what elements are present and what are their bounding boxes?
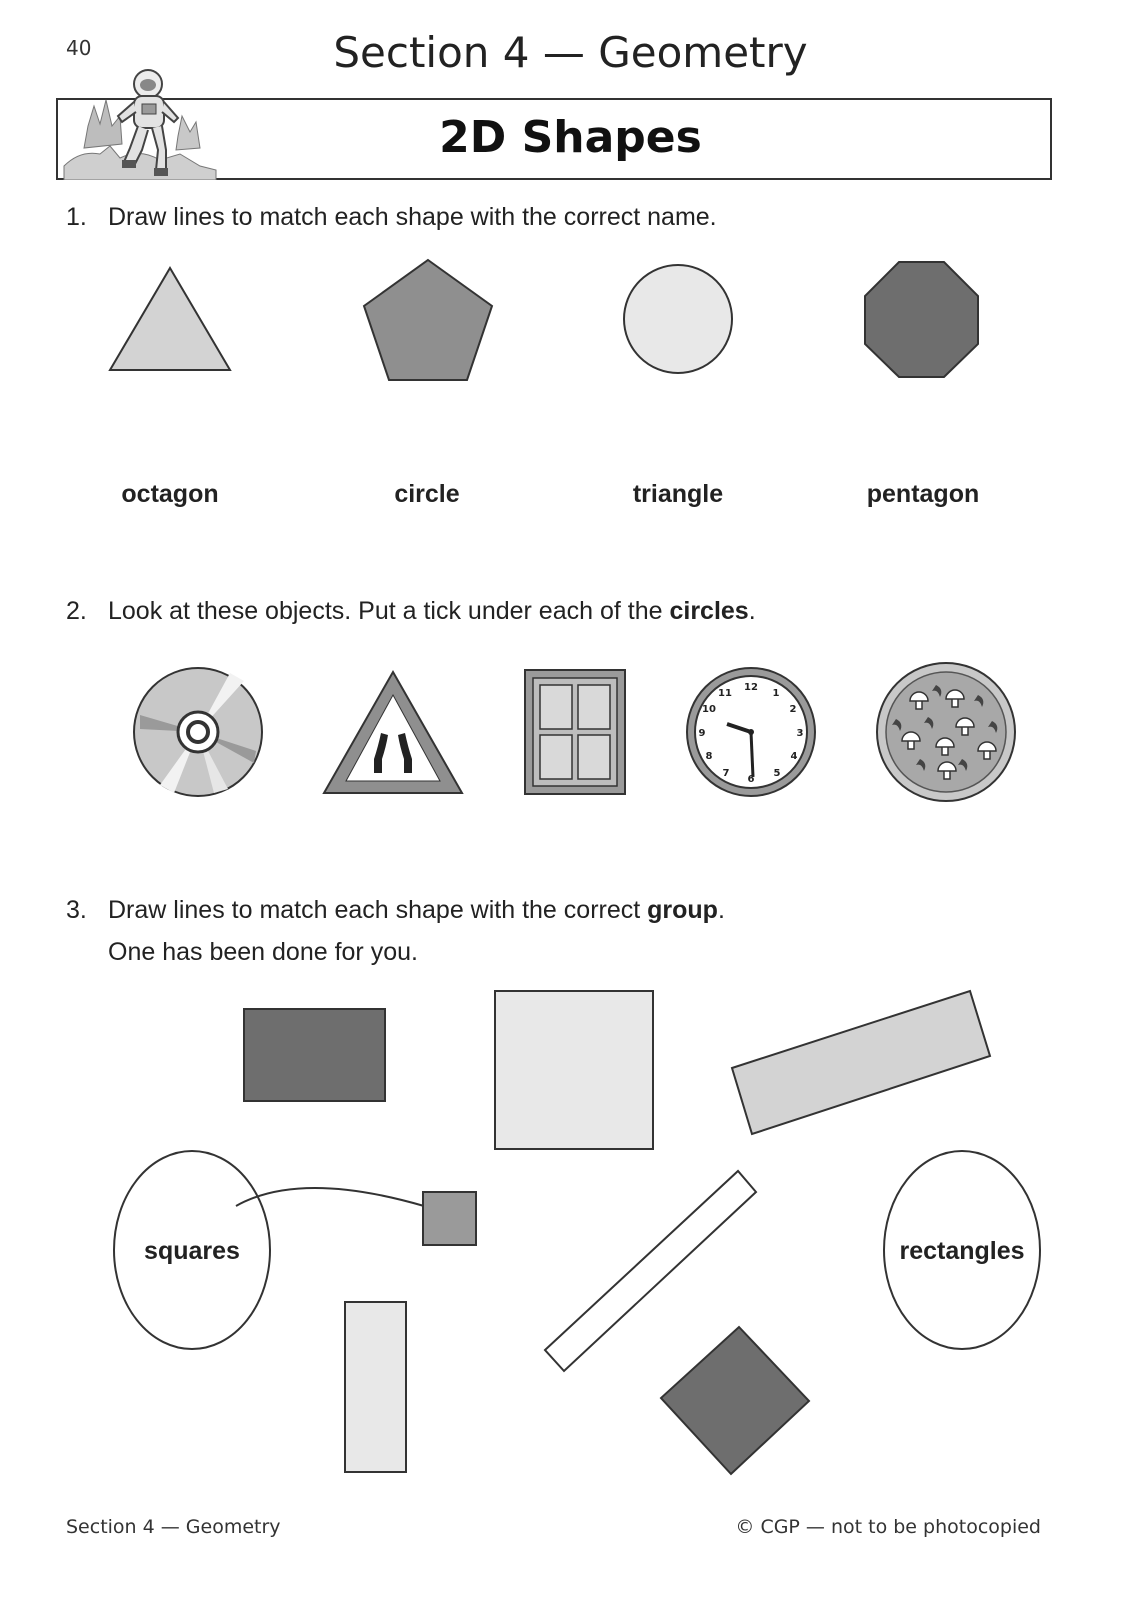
label-triangle: triangle [632,480,724,508]
clock-number: 7 [722,768,730,779]
page-number: 40 [66,36,92,60]
question-text: Look at these objects. Put a tick under each of the [108,597,670,625]
label-circle: circle [394,480,460,508]
question-2: 2. Look at these objects. Put a tick under each of the circles. [66,597,756,625]
label-octagon: octagon [121,480,219,508]
question-keyword: group [647,896,718,924]
clock-number: 8 [705,751,713,762]
question-1 [66,203,1066,235]
clock-number: 9 [698,728,706,739]
clock-number: 6 [747,774,755,785]
square-small-mid [423,1192,476,1245]
q1-shapes [0,250,1131,390]
group-label-squares: squares [144,1237,240,1265]
clock-number: 4 [790,751,798,762]
question-3: 3. Draw lines to match each shape with the correct group. [66,896,725,924]
pizza-object [877,663,1015,801]
clock-number: 2 [789,704,797,715]
window-object [525,670,625,794]
question-number: 2. [66,597,87,625]
clock-number: 10 [702,704,716,715]
question-number: 3. [66,896,87,924]
label-pentagon: pentagon [866,480,980,508]
triangle-shape [110,268,230,370]
q3-shapes [0,980,1131,1490]
footer-section: Section 4 — Geometry [66,1516,281,1538]
page-title: 2D Shapes [439,112,702,163]
question-text: Draw lines to match each shape with the correct [108,896,648,924]
square-rotated-dark [661,1327,809,1474]
question-number: 1. [66,203,87,231]
clock-number: 5 [773,768,781,779]
pentagon-shape [364,260,492,380]
question-text: One has been done for you. [108,938,418,966]
group-label-rectangles: rectangles [899,1237,1025,1265]
clock-object [687,668,815,796]
square-large-pale [495,991,653,1149]
footer-copyright: © CGP — not to be photocopied [735,1516,1041,1538]
cd-disc-object [134,668,262,796]
question-3-line-2 [66,938,1066,970]
question-keyword: circles [669,597,749,625]
clock-number: 3 [796,728,804,739]
clock-number: 1 [772,688,780,699]
rectangle-tilted-long [732,991,990,1134]
road-sign-object [324,672,462,793]
clock-number: 11 [718,688,732,699]
example-match-line [236,1188,424,1206]
rectangle-tall-pale [345,1302,406,1472]
section-heading: Section 4 — Geometry [333,28,808,77]
circle-shape [624,265,732,373]
q2-objects [0,655,1131,815]
question-text: Draw lines to match each shape with the correct name. [108,203,717,231]
clock-number: 12 [744,682,758,693]
octagon-shape [865,262,978,377]
rectangle-dark [244,1009,385,1101]
